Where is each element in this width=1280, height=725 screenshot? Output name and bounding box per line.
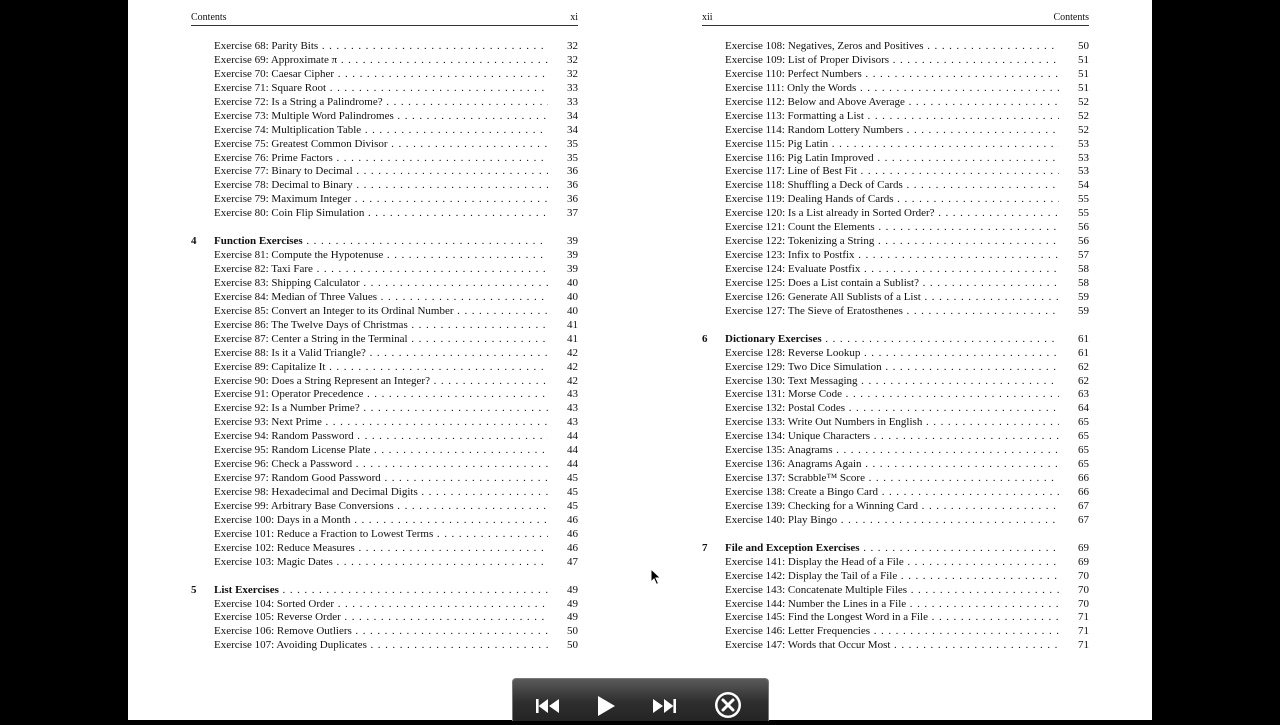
- toc-chapter-entry[interactable]: [702, 542, 1089, 556]
- toc-entry[interactable]: [702, 291, 1089, 305]
- toc-entry[interactable]: [702, 514, 1089, 528]
- exercise-title: Exercise 102: Reduce Measures . . .: [214, 542, 548, 556]
- toc-page-number: 45: [567, 486, 578, 498]
- toc-page-number: 46: [567, 541, 578, 554]
- toc-entry[interactable]: [191, 277, 578, 291]
- chapter-number: 5: [191, 583, 197, 596]
- toc-page-number: 66: [1078, 486, 1089, 498]
- exercise-title: Exercise 128: Reverse Lookup . . .: [725, 347, 1059, 361]
- toc-entry[interactable]: [191, 82, 578, 96]
- exercise-title: Exercise 106: Remove Outliers . . .: [214, 625, 548, 639]
- toc-page-number: 70: [1078, 583, 1089, 596]
- toc-spacer: [702, 319, 1089, 333]
- toc-entry[interactable]: [702, 68, 1089, 82]
- toc-entry[interactable]: [191, 152, 578, 166]
- toc-page-number: 34: [567, 109, 578, 122]
- toc-page-number: 35: [567, 151, 578, 164]
- toc-page-number: 34: [567, 123, 578, 136]
- toc-entry[interactable]: [702, 96, 1089, 110]
- exercise-title: Exercise 95: Random License Plate . . .: [214, 444, 548, 458]
- right-running-head: [702, 12, 1089, 26]
- toc-entry[interactable]: [191, 263, 578, 277]
- toc-entry[interactable]: [702, 625, 1089, 639]
- toc-entry[interactable]: [702, 152, 1089, 166]
- exercise-title: Exercise 133: Write Out Numbers in English . . .: [725, 416, 1059, 430]
- toc-entry[interactable]: [702, 639, 1089, 653]
- toc-entry[interactable]: [191, 472, 578, 486]
- toc-page-number: 35: [567, 137, 578, 150]
- toc-page-number: 66: [1078, 472, 1089, 485]
- toc-page-number: 64: [1078, 402, 1089, 415]
- toc-page-number: 45: [567, 499, 578, 512]
- exercise-title: Exercise 85: Convert an Integer to its Ordinal Number . . .: [214, 305, 548, 319]
- toc-page-number: 65: [1078, 444, 1089, 457]
- toc-page-number: 71: [1078, 625, 1089, 638]
- toc-entry[interactable]: [702, 110, 1089, 124]
- toc-page-number: 36: [567, 193, 578, 206]
- toc-entry[interactable]: [191, 542, 578, 556]
- toc-entry[interactable]: [191, 639, 578, 653]
- exercise-title: Exercise 121: Count the Elements . . .: [725, 221, 1059, 235]
- toc-entry[interactable]: [191, 54, 578, 68]
- exercise-title: Exercise 103: Magic Dates . . .: [214, 556, 548, 570]
- toc-entry[interactable]: [191, 375, 578, 389]
- exercise-title: Exercise 125: Does a List contain a Sublist? . . .: [725, 277, 1059, 291]
- exercise-title: Exercise 83: Shipping Calculator . . .: [214, 277, 548, 291]
- toc-page-number: 43: [567, 416, 578, 429]
- toc-page-number: 41: [567, 332, 578, 345]
- exercise-title: Exercise 144: Number the Lines in a File . . .: [725, 598, 1059, 612]
- chapter-title: List Exercises . . .: [214, 584, 548, 598]
- toc-chapter-entry[interactable]: [191, 584, 578, 598]
- toc-page-number: 63: [1078, 388, 1089, 401]
- toc-entry[interactable]: [191, 96, 578, 110]
- toc-entry[interactable]: [191, 514, 578, 528]
- chapter-number: 6: [702, 332, 708, 345]
- toc-entry[interactable]: [191, 347, 578, 361]
- toc-page-number: 40: [567, 290, 578, 303]
- exercise-title: Exercise 140: Play Bingo . . .: [725, 514, 1059, 528]
- toc-page-number: 61: [1078, 346, 1089, 359]
- exercise-title: Exercise 117: Line of Best Fit . . .: [725, 165, 1059, 179]
- toc-entry[interactable]: [702, 584, 1089, 598]
- exercise-title: Exercise 136: Anagrams Again . . .: [725, 458, 1059, 472]
- exercise-title: Exercise 93: Next Prime . . .: [214, 416, 548, 430]
- toc-entry[interactable]: [191, 333, 578, 347]
- exercise-title: Exercise 114: Random Lottery Numbers . . .: [725, 124, 1059, 138]
- toc-page-number: 32: [567, 53, 578, 66]
- toc-chapter-entry[interactable]: [191, 235, 578, 249]
- toc-page-number: 57: [1078, 249, 1089, 262]
- previous-button[interactable]: [533, 692, 563, 720]
- toc-entry[interactable]: [191, 598, 578, 612]
- exercise-title: Exercise 81: Compute the Hypotenuse . . .: [214, 249, 548, 263]
- exercise-title: Exercise 123: Infix to Postfix . . .: [725, 249, 1059, 263]
- play-button[interactable]: [591, 692, 621, 720]
- exercise-title: Exercise 124: Evaluate Postfix . . .: [725, 263, 1059, 277]
- toc-page-number: 33: [567, 81, 578, 94]
- toc-entry[interactable]: [702, 165, 1089, 179]
- toc-entry[interactable]: [191, 416, 578, 430]
- toc-page-number: 58: [1078, 276, 1089, 289]
- toc-entry[interactable]: [702, 556, 1089, 570]
- left-running-head: [191, 12, 578, 26]
- exercise-title: Exercise 70: Caesar Cipher . . .: [214, 68, 548, 82]
- toc-entry[interactable]: [702, 611, 1089, 625]
- toc-page-number: 40: [567, 276, 578, 289]
- toc-page-number: 44: [567, 430, 578, 443]
- toc-page-number: 67: [1078, 513, 1089, 526]
- right-page: [702, 0, 1089, 720]
- exercise-title: Exercise 120: Is a List already in Sorted Order? . . .: [725, 207, 1059, 221]
- toc-spacer: [191, 570, 578, 584]
- toc-page-number: 59: [1078, 304, 1089, 317]
- chapter-title: Function Exercises . . .: [214, 235, 548, 249]
- toc-entry[interactable]: [702, 54, 1089, 68]
- exercise-title: Exercise 96: Check a Password . . .: [214, 458, 548, 472]
- exercise-title: Exercise 135: Anagrams . . .: [725, 444, 1059, 458]
- toc-entry[interactable]: [191, 361, 578, 375]
- toc-entry[interactable]: [191, 625, 578, 639]
- exercise-title: Exercise 82: Taxi Fare . . .: [214, 263, 548, 277]
- previous-track-icon: [533, 692, 563, 720]
- exercise-title: Exercise 74: Multiplication Table . . .: [214, 124, 548, 138]
- toc-page-number: 55: [1078, 193, 1089, 206]
- exercise-title: Exercise 86: The Twelve Days of Christmas . . .: [214, 319, 548, 333]
- exercise-title: Exercise 72: Is a String a Palindrome? . . .: [214, 96, 548, 110]
- exercise-title: Exercise 108: Negatives, Zeros and Positives . . .: [725, 40, 1059, 54]
- toc-entry[interactable]: [191, 305, 578, 319]
- toc-entry[interactable]: [702, 486, 1089, 500]
- exercise-title: Exercise 94: Random Password . . .: [214, 430, 548, 444]
- toc-entry[interactable]: [191, 110, 578, 124]
- toc-page-number: 65: [1078, 416, 1089, 429]
- toc-page-number: 50: [567, 625, 578, 638]
- toc-entry[interactable]: [702, 263, 1089, 277]
- exercise-title: Exercise 137: Scrabble™ Score . . .: [725, 472, 1059, 486]
- toc-page-number: 51: [1078, 67, 1089, 80]
- exercise-title: Exercise 147: Words that Occur Most . . .: [725, 639, 1059, 653]
- toc-entry[interactable]: [191, 528, 578, 542]
- exercise-title: Exercise 127: The Sieve of Eratosthenes . . .: [725, 305, 1059, 319]
- toc-entry[interactable]: [702, 402, 1089, 416]
- right-header-title: Contents: [1053, 12, 1089, 23]
- toc-page-number: 49: [567, 597, 578, 610]
- exercise-title: Exercise 68: Parity Bits . . .: [214, 40, 548, 54]
- exercise-title: Exercise 141: Display the Head of a File . . .: [725, 556, 1059, 570]
- toc-page-number: 62: [1078, 374, 1089, 387]
- pointer-arrow-icon: [650, 568, 662, 586]
- toc-entry[interactable]: [702, 570, 1089, 584]
- toc-page-number: 53: [1078, 137, 1089, 150]
- toc-page-number: 52: [1078, 109, 1089, 122]
- exercise-title: Exercise 88: Is it a Valid Triangle? . . .: [214, 347, 548, 361]
- toc-page-number: 42: [567, 346, 578, 359]
- toc-page-number: 46: [567, 513, 578, 526]
- toc-page-number: 44: [567, 444, 578, 457]
- toc-entry[interactable]: [702, 277, 1089, 291]
- toc-entry[interactable]: [191, 430, 578, 444]
- toc-page-number: 56: [1078, 221, 1089, 234]
- toc-page-number: 43: [567, 388, 578, 401]
- toc-page-number: 58: [1078, 263, 1089, 275]
- toc-entry[interactable]: [191, 291, 578, 305]
- left-header-page-number: xi: [570, 12, 578, 23]
- toc-page-number: 37: [567, 207, 578, 220]
- left-toc-list: [191, 40, 578, 653]
- toc-entry[interactable]: [702, 40, 1089, 54]
- toc-entry[interactable]: [702, 430, 1089, 444]
- toc-page-number: 33: [567, 95, 578, 108]
- toc-page-number: 46: [567, 527, 578, 540]
- chapter-number: 4: [191, 235, 197, 248]
- toc-page-number: 41: [567, 318, 578, 331]
- exercise-title: Exercise 113: Formatting a List . . .: [725, 110, 1059, 124]
- toc-entry[interactable]: [191, 556, 578, 570]
- toc-page-number: 50: [1078, 40, 1089, 52]
- toc-page-number: 39: [567, 235, 578, 248]
- toc-chapter-entry[interactable]: [702, 333, 1089, 347]
- toc-entry[interactable]: [191, 207, 578, 221]
- exercise-title: Exercise 119: Dealing Hands of Cards . . .: [725, 193, 1059, 207]
- exercise-title: Exercise 104: Sorted Order . . .: [214, 598, 548, 612]
- toc-page-number: 50: [567, 639, 578, 652]
- toc-entry[interactable]: [191, 388, 578, 402]
- toc-entry[interactable]: [702, 82, 1089, 96]
- toc-entry[interactable]: [702, 375, 1089, 389]
- toc-entry[interactable]: [702, 416, 1089, 430]
- toc-page-number: 55: [1078, 207, 1089, 220]
- toc-page-number: 59: [1078, 290, 1089, 303]
- exercise-title: Exercise 80: Coin Flip Simulation . . .: [214, 207, 548, 221]
- toc-entry[interactable]: [702, 347, 1089, 361]
- toc-entry[interactable]: [702, 472, 1089, 486]
- exercise-title: Exercise 75: Greatest Common Divisor . . .: [214, 138, 548, 152]
- exercise-title: Exercise 139: Checking for a Winning Card . . .: [725, 500, 1059, 514]
- toc-page-number: 53: [1078, 165, 1089, 178]
- exercise-title: Exercise 97: Random Good Password . . .: [214, 472, 548, 486]
- toc-entry[interactable]: [702, 124, 1089, 138]
- toc-page-number: 65: [1078, 458, 1089, 471]
- toc-page-number: 70: [1078, 569, 1089, 582]
- exercise-title: Exercise 131: Morse Code . . .: [725, 388, 1059, 402]
- exercise-title: Exercise 90: Does a String Represent an Integer? . . .: [214, 375, 548, 389]
- toc-entry[interactable]: [191, 68, 578, 82]
- toc-page-number: 51: [1078, 53, 1089, 66]
- toc-entry[interactable]: [702, 207, 1089, 221]
- toc-entry[interactable]: [191, 165, 578, 179]
- toc-entry[interactable]: [191, 319, 578, 333]
- toc-page-number: 52: [1078, 95, 1089, 108]
- toc-entry[interactable]: [702, 305, 1089, 319]
- toc-page-number: 32: [567, 67, 578, 80]
- toc-page-number: 42: [567, 360, 578, 373]
- toc-entry[interactable]: [191, 486, 578, 500]
- exercise-title: Exercise 110: Perfect Numbers . . .: [725, 68, 1059, 82]
- toc-page-number: 69: [1078, 555, 1089, 568]
- exercise-title: Exercise 112: Below and Above Average . . .: [725, 96, 1059, 110]
- exercise-title: Exercise 69: Approximate π . . .: [214, 54, 548, 68]
- toc-entry[interactable]: [191, 40, 578, 54]
- exercise-title: Exercise 134: Unique Characters . . .: [725, 430, 1059, 444]
- exercise-title: Exercise 132: Postal Codes . . .: [725, 402, 1059, 416]
- exercise-title: Exercise 71: Square Root . . .: [214, 82, 548, 96]
- exercise-title: Exercise 73: Multiple Word Palindromes . . .: [214, 110, 548, 124]
- toc-page-number: 71: [1078, 639, 1089, 652]
- exercise-title: Exercise 109: List of Proper Divisors . . .: [725, 54, 1059, 68]
- toc-entry[interactable]: [191, 500, 578, 514]
- exercise-title: Exercise 98: Hexadecimal and Decimal Digits . . .: [214, 486, 548, 500]
- exercise-title: Exercise 142: Display the Tail of a File . . .: [725, 570, 1059, 584]
- toc-entry[interactable]: [191, 179, 578, 193]
- toc-entry[interactable]: [702, 388, 1089, 402]
- exercise-title: Exercise 99: Arbitrary Base Conversions . . .: [214, 500, 548, 514]
- toc-page-number: 45: [567, 472, 578, 485]
- toc-entry[interactable]: [191, 138, 578, 152]
- exercise-title: Exercise 91: Operator Precedence . . .: [214, 388, 548, 402]
- exercise-title: Exercise 129: Two Dice Simulation . . .: [725, 361, 1059, 375]
- toc-entry[interactable]: [702, 361, 1089, 375]
- toc-page-number: 69: [1078, 541, 1089, 554]
- exercise-title: Exercise 111: Only the Words . . .: [725, 82, 1059, 96]
- exercise-title: Exercise 145: Find the Longest Word in a File . . .: [725, 611, 1059, 625]
- exercise-title: Exercise 100: Days in a Month . . .: [214, 514, 548, 528]
- toc-page-number: 43: [567, 402, 578, 415]
- toc-entry[interactable]: [191, 611, 578, 625]
- exercise-title: Exercise 107: Avoiding Duplicates . . .: [214, 639, 548, 653]
- toc-page-number: 71: [1078, 611, 1089, 624]
- exercise-title: Exercise 138: Create a Bingo Card . . .: [725, 486, 1059, 500]
- toc-entry[interactable]: [702, 235, 1089, 249]
- book-spread: [128, 0, 1152, 720]
- toc-page-number: 53: [1078, 151, 1089, 164]
- chapter-number: 7: [702, 541, 708, 554]
- close-icon: [713, 690, 743, 720]
- exercise-title: Exercise 130: Text Messaging . . .: [725, 375, 1059, 389]
- chapter-title: Dictionary Exercises . . .: [725, 333, 1059, 347]
- toc-page-number: 62: [1078, 360, 1089, 373]
- exercise-title: Exercise 78: Decimal to Binary . . .: [214, 179, 548, 193]
- toc-page-number: 51: [1078, 81, 1089, 94]
- toc-entry[interactable]: [702, 500, 1089, 514]
- toc-page-number: 65: [1078, 430, 1089, 443]
- next-button[interactable]: [649, 692, 679, 720]
- toc-page-number: 54: [1078, 179, 1089, 192]
- toc-entry[interactable]: [191, 249, 578, 263]
- right-toc-list: [702, 40, 1089, 653]
- toc-entry[interactable]: [702, 138, 1089, 152]
- toc-spacer: [702, 528, 1089, 542]
- left-page: [191, 0, 578, 720]
- exercise-title: Exercise 116: Pig Latin Improved . . .: [725, 152, 1059, 166]
- exercise-title: Exercise 79: Maximum Integer . . .: [214, 193, 548, 207]
- exercise-title: Exercise 92: Is a Number Prime? . . .: [214, 402, 548, 416]
- exercise-title: Exercise 76: Prime Factors . . .: [214, 152, 548, 166]
- close-button[interactable]: [713, 690, 743, 718]
- toc-entry[interactable]: [191, 402, 578, 416]
- toc-entry[interactable]: [702, 193, 1089, 207]
- exercise-title: Exercise 77: Binary to Decimal . . .: [214, 165, 548, 179]
- toc-entry[interactable]: [702, 458, 1089, 472]
- toc-page-number: 61: [1078, 332, 1089, 345]
- next-track-icon: [649, 692, 679, 720]
- right-header-page-number: xii: [702, 12, 713, 23]
- toc-page-number: 39: [567, 263, 578, 275]
- toc-page-number: 67: [1078, 499, 1089, 512]
- exercise-title: Exercise 105: Reverse Order . . .: [214, 611, 548, 625]
- toc-page-number: 39: [567, 249, 578, 262]
- exercise-title: Exercise 87: Center a String in the Terminal . . .: [214, 333, 548, 347]
- toc-page-number: 49: [567, 611, 578, 624]
- toc-entry[interactable]: [191, 124, 578, 138]
- exercise-title: Exercise 118: Shuffling a Deck of Cards . . .: [725, 179, 1059, 193]
- toc-page-number: 70: [1078, 597, 1089, 610]
- toc-page-number: 44: [567, 458, 578, 471]
- toc-page-number: 32: [567, 40, 578, 52]
- toc-page-number: 49: [567, 583, 578, 596]
- toc-page-number: 52: [1078, 123, 1089, 136]
- toc-page-number: 40: [567, 304, 578, 317]
- toc-spacer: [191, 221, 578, 235]
- toc-entry[interactable]: [191, 444, 578, 458]
- exercise-title: Exercise 122: Tokenizing a String . . .: [725, 235, 1059, 249]
- toc-entry[interactable]: [191, 193, 578, 207]
- toc-entry[interactable]: [702, 179, 1089, 193]
- exercise-title: Exercise 143: Concatenate Multiple Files . . .: [725, 584, 1059, 598]
- toc-entry[interactable]: [702, 249, 1089, 263]
- mouse-cursor: [650, 568, 662, 591]
- toc-page-number: 42: [567, 374, 578, 387]
- exercise-title: Exercise 89: Capitalize It . . .: [214, 361, 548, 375]
- chapter-title: File and Exception Exercises . . .: [725, 542, 1059, 556]
- exercise-title: Exercise 146: Letter Frequencies . . .: [725, 625, 1059, 639]
- toc-page-number: 36: [567, 179, 578, 192]
- toc-entry[interactable]: [191, 458, 578, 472]
- exercise-title: Exercise 126: Generate All Sublists of a List . . .: [725, 291, 1059, 305]
- toc-page-number: 56: [1078, 235, 1089, 248]
- media-player-controls: [512, 678, 769, 721]
- exercise-title: Exercise 115: Pig Latin . . .: [725, 138, 1059, 152]
- toc-page-number: 47: [567, 555, 578, 568]
- exercise-title: Exercise 84: Median of Three Values . . .: [214, 291, 548, 305]
- left-header-title: Contents: [191, 12, 227, 23]
- toc-entry[interactable]: [702, 221, 1089, 235]
- toc-entry[interactable]: [702, 598, 1089, 612]
- play-icon: [591, 692, 621, 720]
- exercise-title: Exercise 101: Reduce a Fraction to Lowest Terms . . .: [214, 528, 548, 542]
- toc-page-number: 36: [567, 165, 578, 178]
- toc-entry[interactable]: [702, 444, 1089, 458]
